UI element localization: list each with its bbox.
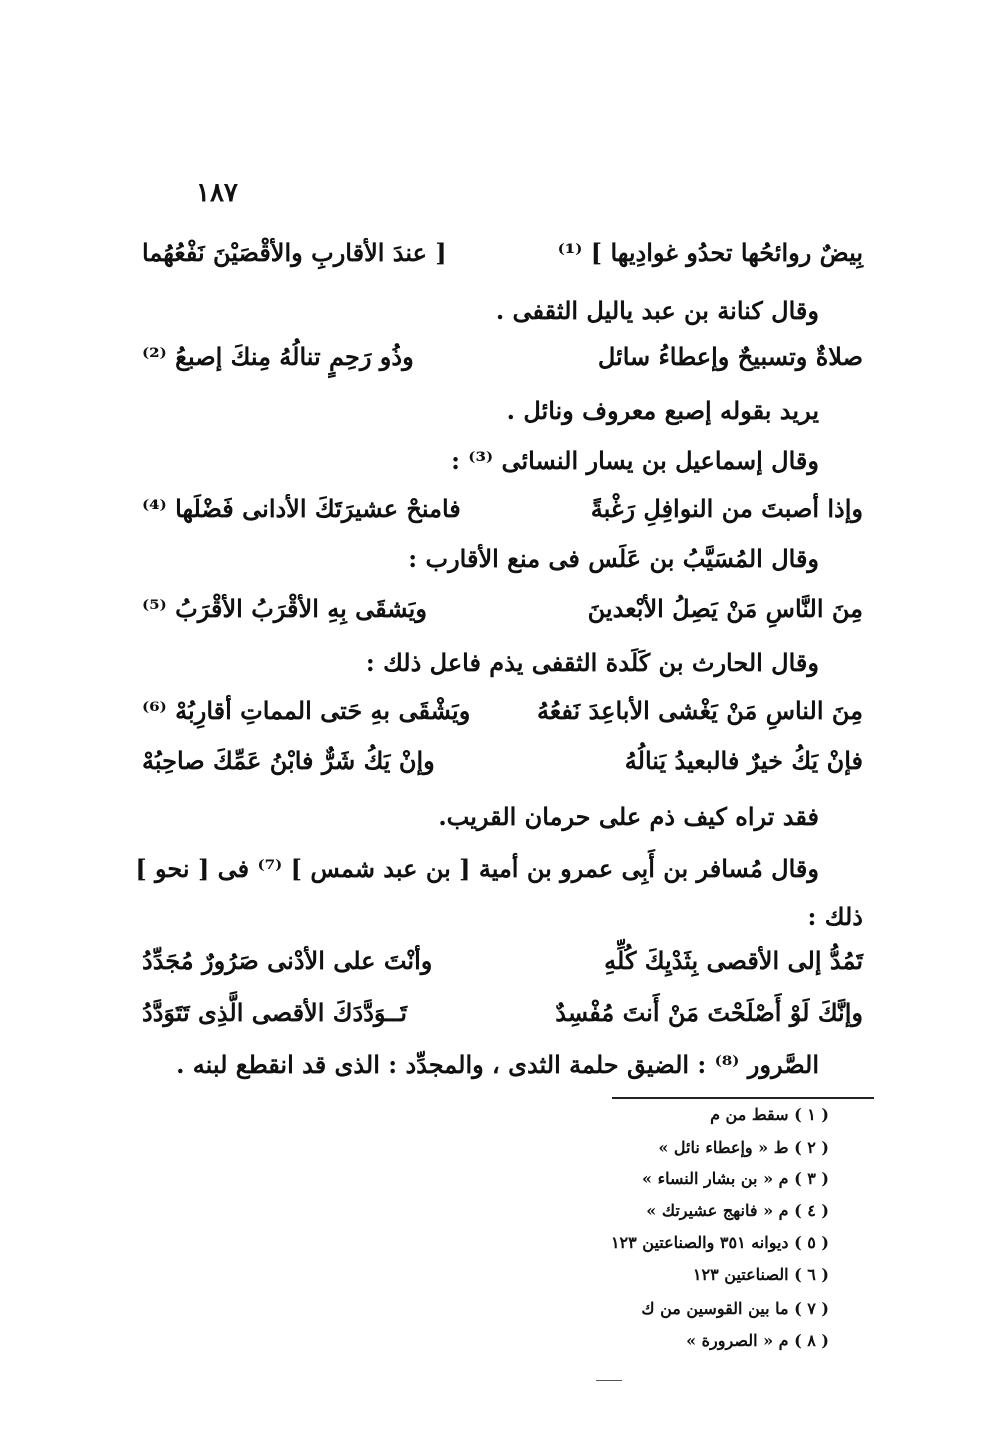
footnote-item: ( ٨ ) م « الصرورة » (686, 1331, 829, 1350)
verse-second-hemistich: فامنحْ عشيرَتَكَ الأدانى فَضْلَها ⁽⁴⁾ (142, 494, 461, 523)
verse-line (142, 694, 863, 728)
verse-line (142, 236, 863, 270)
page-number: ١٨٧ (196, 178, 238, 208)
prose-line: الصَّرور ⁽⁸⁾ : الضيق حلمة الثدى ، والمجدِّد : الذى قد انقطع لبنه . (176, 1050, 819, 1079)
verse-first-hemistich: مِنَ الناسِ مَنْ يَغْشى الأباعِدَ نَفعُهُ (536, 696, 863, 725)
prose-line: وقال كنانة بن عبد ياليل الثقفى . (495, 296, 819, 325)
prose-line: وقال الحارث بن كَلَدة الثقفى يذم فاعل ذلك : (365, 648, 819, 677)
verse-line (142, 492, 863, 526)
footnote-item: ( ٦ ) الصناعتين ١٢٣ (692, 1265, 829, 1284)
footnote-item: ( ٢ ) ط « وإعطاء نائل » (658, 1138, 829, 1157)
prose-line: يريد بقوله إصبع معروف ونائل . (506, 396, 819, 425)
verse-first-hemistich: وإنَّكَ لَوْ أَصْلَحْتَ مَنْ أَنتَ مُفْسِدٌ (555, 998, 863, 1027)
prose-line: ذلك : (807, 902, 863, 931)
verse-first-hemistich: وإذا أصبتَ من النوافِلِ رَغْبةً (590, 494, 863, 523)
verse-first-hemistich: تَمُدُّ إلى الأقصى بِثَدْيِكَ كُلِّهِ (604, 946, 863, 975)
footnote-item: ( ١ ) سقط من م (710, 1105, 829, 1124)
verse-first-hemistich: بِيضٌ روائحُها تحدُو غوادِيها ] ⁽¹⁾ (557, 238, 863, 267)
prose-line: وقال إسماعيل بن يسار النسائى ⁽³⁾ : (451, 446, 819, 475)
verse-second-hemistich: ويَشقَى بِهِ الأقْرَبُ الأقْرَبُ ⁽⁵⁾ (142, 594, 427, 623)
footnote-separator (612, 1097, 874, 1099)
verse-first-hemistich: صلاةٌ وتسبيحٌ وإعطاءُ سائل (597, 342, 863, 371)
prose-line: فقد تراه كيف ذم على حرمان القريب. (438, 802, 819, 831)
verse-second-hemistich: وأنْتَ على الأدْنى صَرُورٌ مُجَدِّدُ (142, 946, 433, 975)
footnote-item: ( ٧ ) ما بين القوسين من ك (641, 1299, 829, 1318)
page-end-mark (596, 1380, 622, 1381)
verse-first-hemistich: فإنْ يَكُ خيرٌ فالبعيدُ يَنالُهُ (624, 746, 863, 775)
verse-line (142, 996, 863, 1030)
verse-second-hemistich: وذُو رَحِمٍ تنالُهُ مِنكَ إصبعُ ⁽²⁾ (142, 342, 414, 371)
prose-line: وقال مُسافر بن أَبِى عمرو بن أمية [ بن عبد شمس ] ⁽⁷⁾ فى [ نحو ] (135, 854, 819, 883)
verse-line (142, 944, 863, 978)
footnote-item: ( ٣ ) م « بن بشار النساء » (642, 1169, 829, 1188)
verse-second-hemistich: وإنْ يَكُ شَرٌّ فابْنُ عَمِّكَ صاحِبُهْ (142, 746, 435, 775)
verse-line (142, 340, 863, 374)
footnote-item: ( ٤ ) م « فانهج عشيرتك » (646, 1201, 829, 1220)
verse-line (142, 744, 863, 778)
verse-first-hemistich: مِنَ النَّاسِ مَنْ يَصِلُ الأبْعدينَ (587, 594, 863, 623)
verse-line (142, 592, 863, 626)
verse-second-hemistich: ويَشْقَى بهِ حَتى المماتِ أقارِبُهْ ⁽⁶⁾ (142, 696, 471, 725)
prose-line: وقال المُسَيَّبُ بن عَلَس فى منع الأقارب : (408, 544, 819, 573)
verse-second-hemistich: تَــوَدَّدَكَ الأقصى الَّذِى تَتَوَدَّدُ (142, 998, 408, 1027)
footnote-item: ( ٥ ) ديوانه ٣٥١ والصناعتين ١٢٣ (610, 1233, 829, 1252)
verse-second-hemistich: [ عندَ الأقاربِ والأقْصَيْنَ نَفْعُهُما (142, 238, 447, 267)
